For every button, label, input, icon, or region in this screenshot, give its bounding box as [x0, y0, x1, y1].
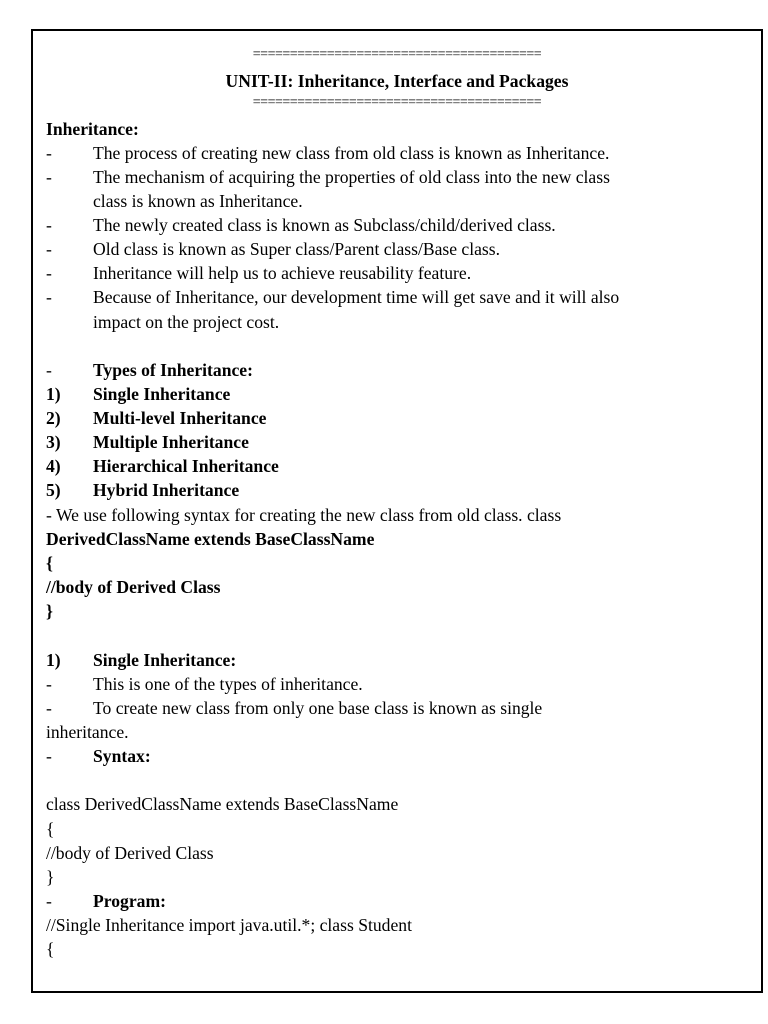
bullet-dash: - [46, 698, 52, 718]
bullet-dash: - [46, 360, 52, 380]
types-heading: Types of Inheritance: [93, 360, 253, 380]
list-number: 1) [46, 384, 61, 404]
code-close-brace: } [46, 867, 55, 887]
code-open-brace: { [46, 819, 55, 839]
bullet-text: The newly created class is known as Subclass/child/derived class. [93, 215, 556, 235]
bullet-dash: - [46, 239, 52, 259]
type-label: Single Inheritance [93, 384, 231, 404]
list-number: 4) [46, 456, 61, 476]
syntax-body-comment: //body of Derived Class [46, 577, 221, 597]
syntax-class-decl: DerivedClassName extends BaseClassName [46, 529, 375, 549]
bullet-dash: - [46, 143, 52, 163]
list-number: 2) [46, 408, 61, 428]
bullet-text: class is known as Inheritance. [93, 191, 303, 211]
program-label: Program: [93, 891, 166, 911]
title-rule-bottom: ======================================= [252, 96, 542, 110]
bullet-dash: - [46, 746, 52, 766]
bullet-dash: - [46, 674, 52, 694]
list-number: 3) [46, 432, 61, 452]
syntax-label: Syntax: [93, 746, 151, 766]
bullet-text: To create new class from only one base class is known as single [93, 698, 543, 718]
single-inheritance-heading: Single Inheritance: [93, 650, 237, 670]
bullet-text: Because of Inheritance, our development time will get save and it will also [93, 287, 620, 307]
inheritance-heading: Inheritance: [46, 119, 139, 139]
program-code-line: //Single Inheritance import java.util.*; class Student [46, 915, 412, 935]
type-label: Multiple Inheritance [93, 432, 249, 452]
code-body-comment: //body of Derived Class [46, 843, 214, 863]
bullet-text: The process of creating new class from old class is known as Inheritance. [93, 143, 610, 163]
bullet-text: impact on the project cost. [93, 312, 280, 332]
bullet-dash: - [46, 167, 52, 187]
type-label: Hybrid Inheritance [93, 480, 240, 500]
code-class-decl: class DerivedClassName extends BaseClassName [46, 794, 399, 814]
bullet-text-continuation: inheritance. [46, 722, 129, 742]
type-label: Hierarchical Inheritance [93, 456, 279, 476]
list-number: 5) [46, 480, 61, 500]
bullet-dash: - [46, 263, 52, 283]
syntax-close-brace: } [46, 601, 53, 621]
bullet-dash: - [46, 287, 52, 307]
page-title: UNIT-II: Inheritance, Interface and Packages [225, 71, 569, 91]
syntax-open-brace: { [46, 553, 53, 573]
program-open-brace: { [46, 939, 55, 959]
title-rule-top: ======================================= [252, 48, 542, 62]
bullet-dash: - [46, 891, 52, 911]
document-page [31, 29, 763, 993]
bullet-text: This is one of the types of inheritance. [93, 674, 363, 694]
bullet-text: Old class is known as Super class/Parent class/Base class. [93, 239, 501, 259]
bullet-text: The mechanism of acquiring the properties of old class into the new class [93, 167, 610, 187]
syntax-intro-text: - We use following syntax for creating the new class from old class. class [46, 505, 562, 525]
bullet-dash: - [46, 215, 52, 235]
bullet-text: Inheritance will help us to achieve reusability feature. [93, 263, 472, 283]
section-number: 1) [46, 650, 61, 670]
type-label: Multi-level Inheritance [93, 408, 267, 428]
